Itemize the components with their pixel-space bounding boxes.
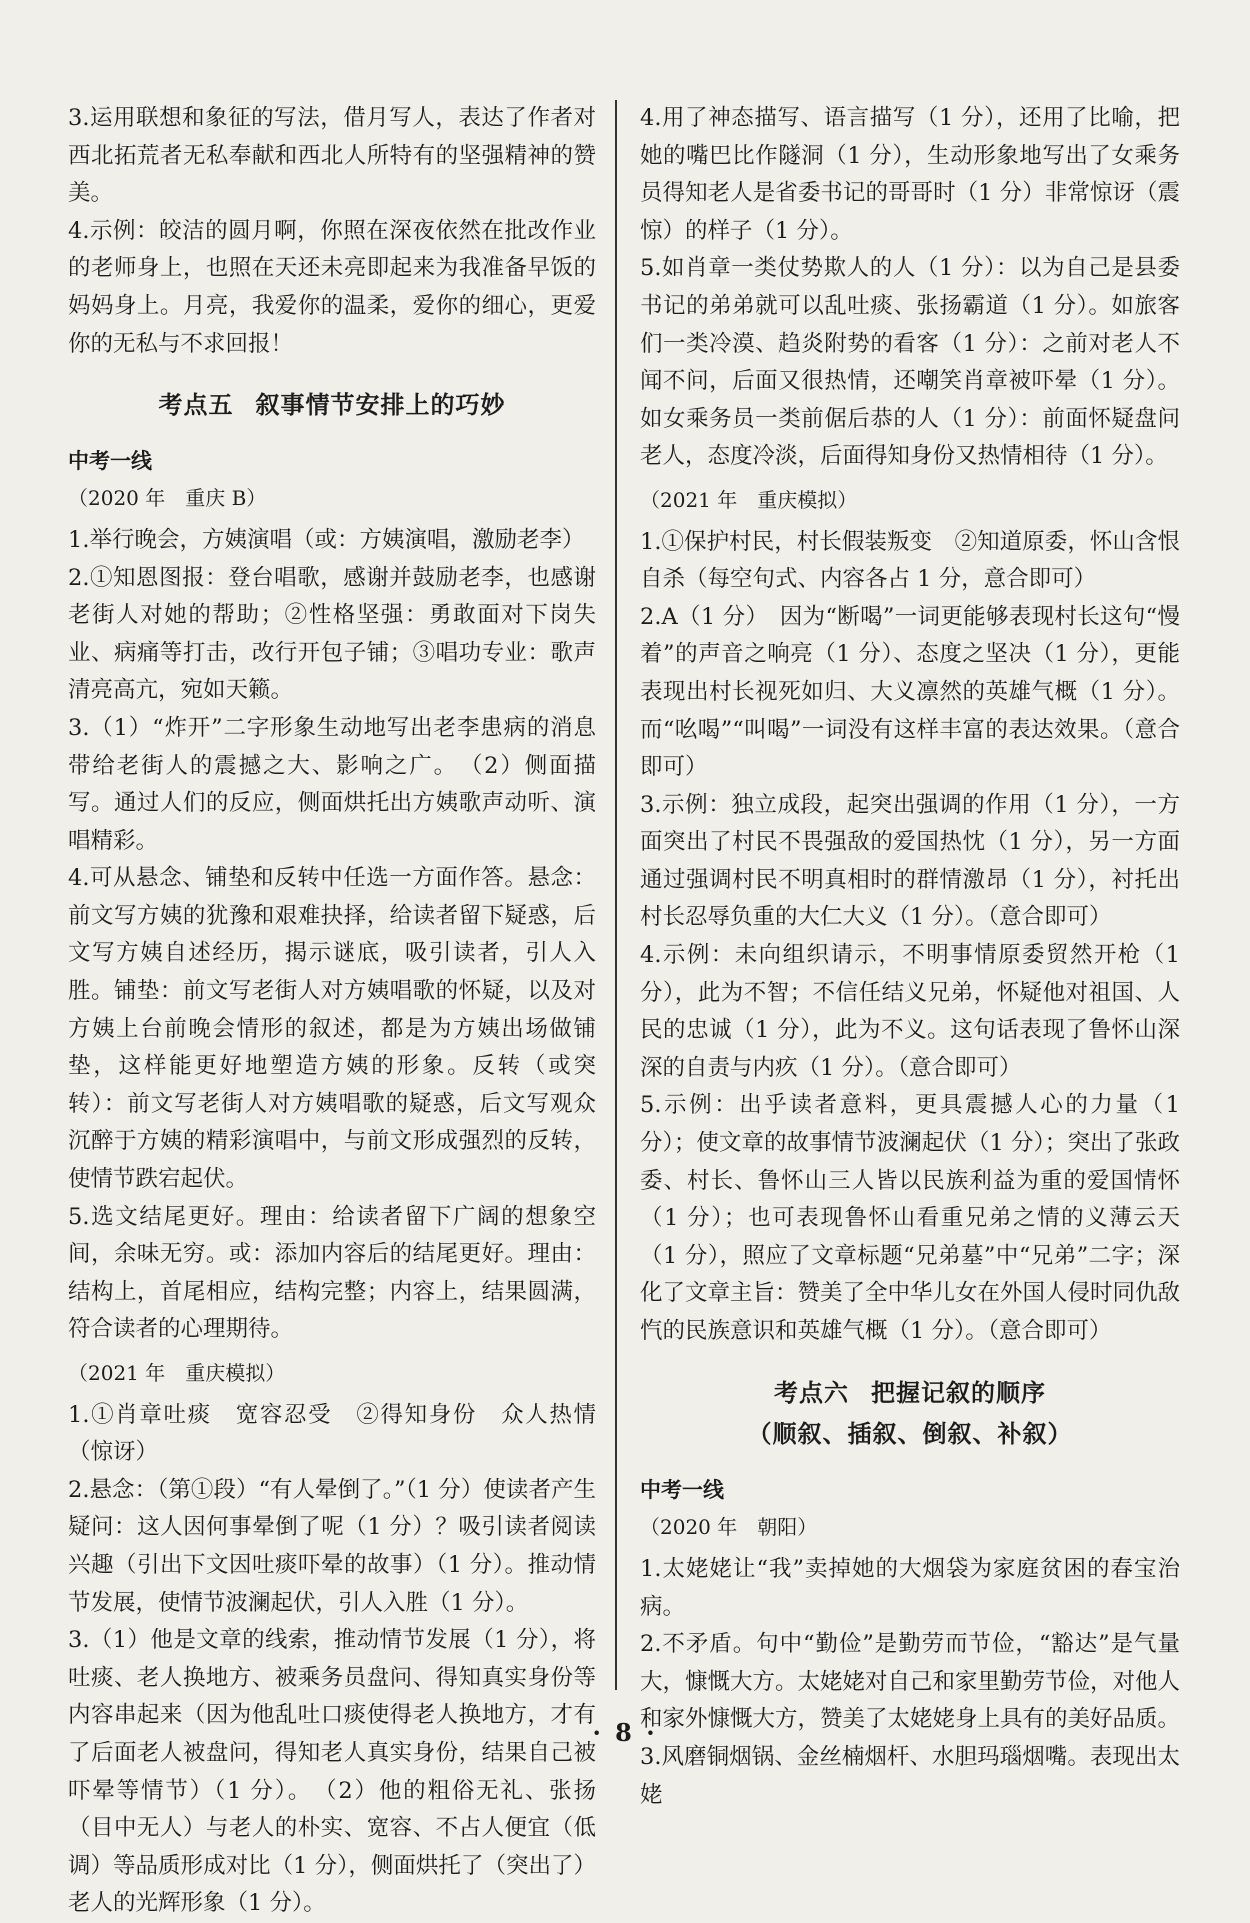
section-heading bbox=[68, 387, 596, 425]
source-label: （2021 年 重庆模拟） bbox=[68, 1361, 286, 1385]
section-subtitle: （顺叙、插叙、倒叙、补叙） bbox=[747, 1420, 1073, 1449]
section-title: 叙事情节安排上的巧妙 bbox=[255, 391, 506, 420]
answer: 1.①保护村民，村长假装叛变 ②知道原委，怀山含恨自杀（每空句式、内容各占 1 分，意合即可） bbox=[640, 528, 1180, 593]
answer: 5.选文结尾更好。理由：给读者留下广阔的想象空间，余味无穷。或：添加内容后的结尾更好。理由：结构上，首尾相应，结构完整；内容上，结果圆满，符合读者的心理期待。 bbox=[68, 1203, 596, 1343]
answer: 3.示例：独立成段，起突出强调的作用（1 分），一方面突出了村民不畏强敌的爱国热忱（1 分），另一方面通过强调村民不明真相时的群情激昂（1 分），衬托出村长忍辱负重的大仁大义（1 分）。（意合即可） bbox=[640, 791, 1180, 931]
answer: 4.用了神态描写、语言描写（1 分），还用了比喻，把她的嘴巴比作隧洞（1 分），生动形象地写出了女乘务员得知老人是省委书记的哥哥时（1 分）非常惊讶（震惊）的样子（1 分）。 bbox=[640, 105, 1180, 244]
answer: 2.悬念：（第①段）“有人晕倒了。”（1 分）使读者产生疑问：这人因何事晕倒了呢（1 分）？吸引读者阅读兴趣（引出下文因吐痰吓晕的故事）（1 分）。推动情节发展，使情节波澜起伏，引人入胜（1 分）。 bbox=[68, 1476, 596, 1616]
paragraph: 3.运用联想和象征的写法，借月写人，表达了作者对西北拓荒者无私奉献和西北人所特有的坚强精神的赞美。 bbox=[68, 105, 596, 207]
column-divider bbox=[615, 100, 617, 1690]
left-column bbox=[68, 100, 596, 1923]
answer: 4.示例：未向组织请示，不明事情原委贸然开枪（1 分），此为不智；不信任结义兄弟，怀疑他对祖国、人民的忠诚（1 分），此为不义。这句话表现了鲁怀山深深的自责与内疚（1 分）。（意合即可） bbox=[640, 942, 1180, 1081]
answer: 1.举行晚会，方姨演唱（或：方姨演唱，激励老李） bbox=[68, 526, 585, 553]
paragraph: 4.示例：皎洁的圆月啊，你照在深夜依然在批改作业的老师身上，也照在天还未亮即起来为我准备早饭的妈妈身上。月亮，我爱你的温柔，爱你的细心，更爱你的无私与不求回报！ bbox=[68, 217, 596, 357]
answer: 1.①肖章吐痰 宽容忍受 ②得知身份 众人热情（惊讶） bbox=[68, 1401, 596, 1466]
answer: 5.示例：出乎读者意料，更具震撼人心的力量（1 分）；使文章的故事情节波澜起伏（1 分）；突出了张政委、村长、鲁怀山三人皆以民族利益为重的爱国情怀（1 分）；也可表现鲁怀山看重兄弟之情的义薄云天（1 分），照应了文章标题“兄弟墓”中“兄弟”二字；深化了文章主旨：赞美了全中华儿女在外国人侵时同仇敌忾的民族意识和英雄气概（1 分）。（意合即可） bbox=[640, 1092, 1181, 1344]
answer: 5.如肖章一类仗势欺人的人（1 分）：以为自己是县委书记的弟弟就可以乱吐痰、张扬霸道（1 分）。如旅客们一类冷漠、趋炎附势的看客（1 分）：之前对老人不闻不问，后面又很热情，还嘲笑肖章被吓晕（1 分）。如女乘务员一类前倨后恭的人（1 分）：前面怀疑盘问老人，态度冷淡，后面得知身份又热情相待（1 分）。 bbox=[640, 255, 1180, 470]
answer: 1.太姥姥让“我”卖掉她的大烟袋为家庭贫困的春宝治病。 bbox=[640, 1555, 1180, 1620]
source-label: （2020 年 朝阳） bbox=[640, 1515, 818, 1540]
right-column bbox=[640, 100, 1180, 1814]
section-number: 考点六 bbox=[774, 1378, 849, 1407]
section-heading bbox=[640, 1375, 1180, 1413]
answer: 2.①知恩图报：登台唱歌，感谢并鼓励老李，也感谢老街人对她的帮助；②性格坚强：勇敢面对下岗失业、病痛等打击，改行开包子铺；③唱功专业：歌声清亮高亢，宛如天籁。 bbox=[68, 564, 596, 704]
answer: 3.风磨铜烟锅、金丝楠烟杆、水胆玛瑙烟嘴。表现出太姥 bbox=[640, 1743, 1180, 1808]
source-label: （2020 年 重庆 B） bbox=[68, 486, 267, 511]
source-label: （2021 年 重庆模拟） bbox=[640, 487, 858, 512]
answer: 2.不矛盾。句中“勤俭”是勤劳而节俭，“豁达”是气量大，慷慨大方。太姥姥对自己和家里勤劳节俭，对他人和家外慷慨大方，赞美了太姥姥身上具有的美好品质。 bbox=[640, 1631, 1181, 1733]
answer: 3.（1）“炸开”二字形象生动地写出老李患病的消息带给老街人的震撼之大、影响之广。 （2）侧面描写。通过人们的反应，侧面烘托出方姨歌声动听、演唱精彩。 bbox=[68, 714, 596, 854]
page-number: · 8 · bbox=[592, 1718, 658, 1747]
subheading: 中考一线 bbox=[640, 1477, 724, 1502]
answer: 3.（1）他是文章的线索，推动情节发展（1 分），将吐痰、老人换地方、被乘务员盘问、得知真实身份等内容串起来（因为他乱吐口痰使得老人换地方，才有了后面老人被盘问，得知老人真实身份，结果自己被吓晕等情节）（1 分）。 （2）他的粗俗无礼、张扬（目中无人）与老人的朴实、宽容、不占人便宜（低调）等品质形成对比（1 分），侧面烘托了（突出了）老人的光辉形象（1 分）。 bbox=[68, 1627, 596, 1917]
section-number: 考点五 bbox=[158, 391, 234, 420]
answer: 4.可从悬念、铺垫和反转中任选一方面作答。悬念：前文写方姨的犹豫和艰难抉择，给读者留下疑惑，后文写方姨自述经历，揭示谜底，吸引读者，引人入胜。铺垫：前文写老街人对方姨唱歌的怀疑，以及对方姨上台前晚会情形的叙述，都是为方姨出场做铺垫，这样能更好地塑造方姨的形象。反转（或突转）：前文写老街人对方姨唱歌的疑惑，后文写观众沉醉于方姨的精彩演唱中，与前文形成强烈的反转，使情节跌宕起伏。 bbox=[68, 865, 596, 1193]
subheading: 中考一线 bbox=[68, 448, 152, 473]
answer: 2.A（1 分） 因为“断喝”一词更能够表现村长这句“慢着”的声音之响亮（1 分）、态度之坚决（1 分），更能表现出村长视死如归、大义凛然的英雄气概（1 分）。而“吆喝”“叫喝”一词没有这样丰富的表达效果。（意合即可） bbox=[640, 603, 1180, 781]
section-title: 把握记叙的顺序 bbox=[871, 1378, 1046, 1407]
